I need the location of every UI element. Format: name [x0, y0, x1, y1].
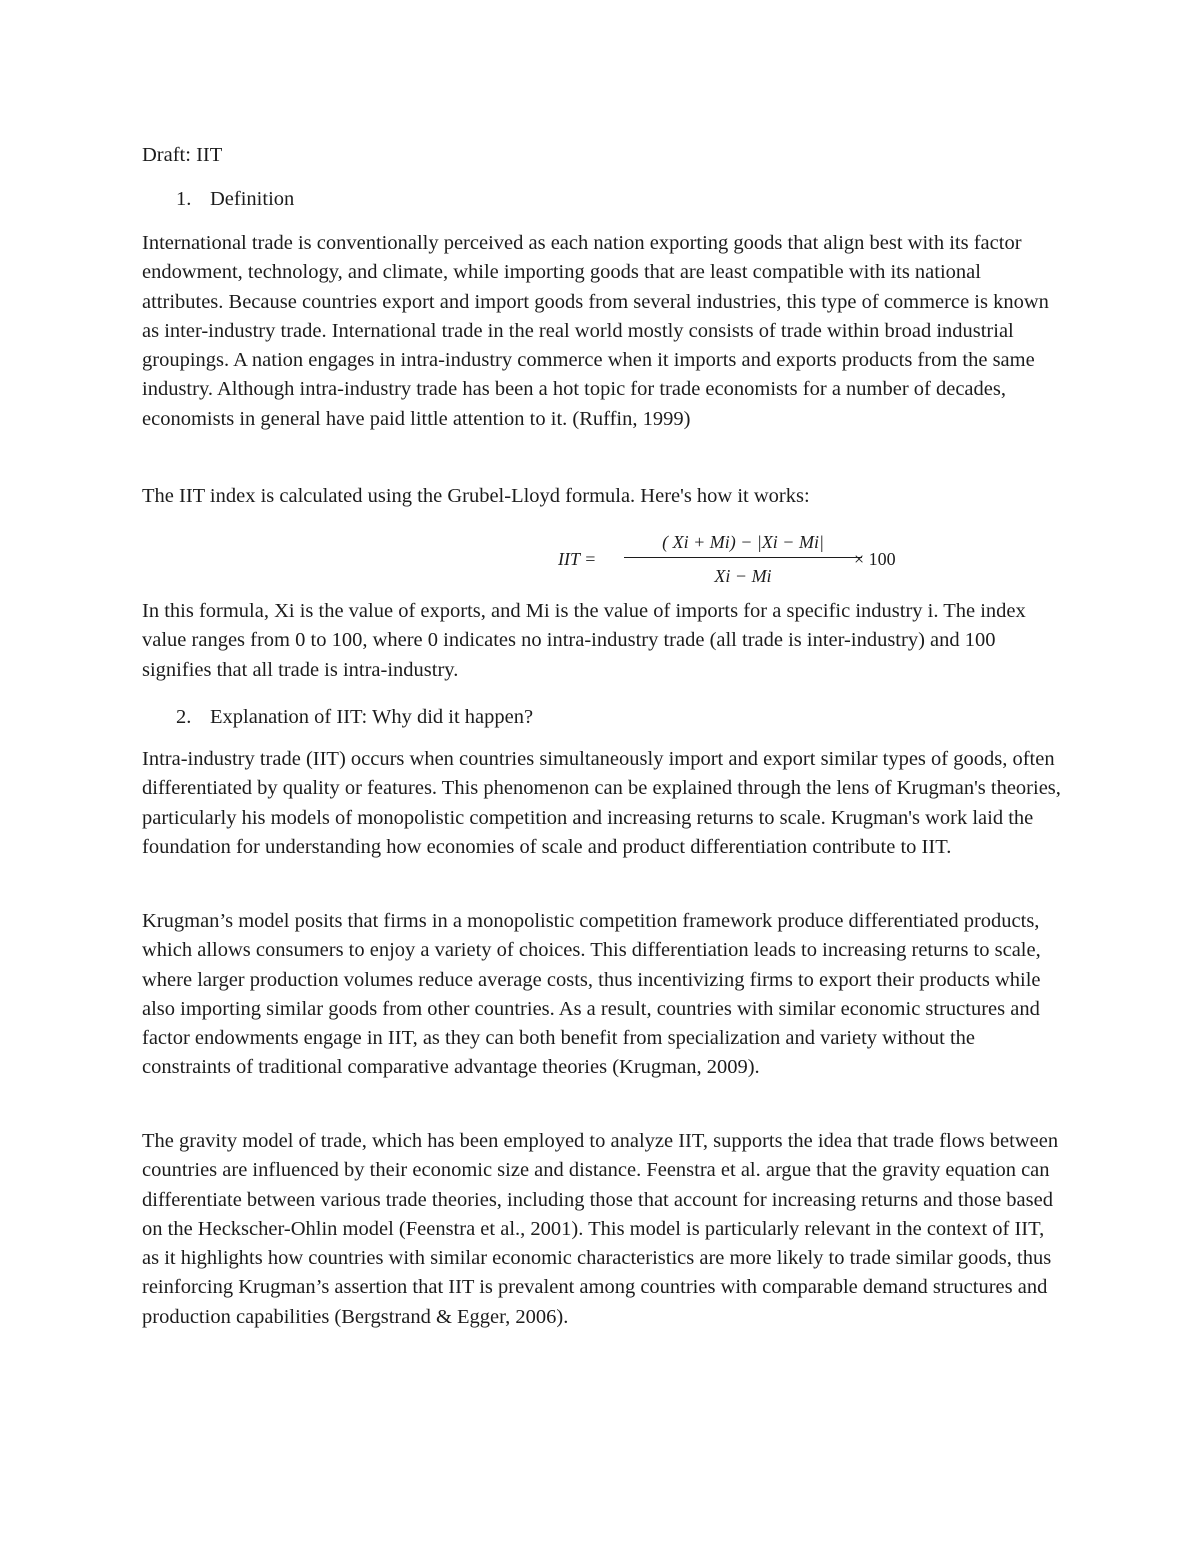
formula-lhs: IIT = [558, 549, 597, 569]
section-1-title: Definition [210, 188, 295, 210]
section-1-number: 1. [176, 188, 192, 210]
section-2-heading [176, 703, 533, 732]
document-title: Draft: IIT [142, 144, 223, 166]
gravity-model-paragraph: The gravity model of trade, which has been employed to analyze IIT, supports the idea that trade flows between countries are influenced by their economic size and distance. Feenstra et al. argue that the gravity equation can differentiate between various trade theories, including those that account for increasing returns and those based on the Heckscher-Ohlin model (Feenstra et al., 2001). This model is particularly relevant in the context of IIT, as it highlights how countries with similar economic characteristics are more likely to trade similar goods, thus reinforcing Krugman’s assertion that IIT is prevalent among countries with comparable demand structures and production capabilities (Bergstrand & Egger, 2006). [142, 1130, 1059, 1328]
definition-paragraph: International trade is conventionally perceived as each nation exporting goods that align best with its factor endowment, technology, and climate, while importing goods that are least compatible with its national attributes. Because countries export and import goods from several industries, this type of commerce is known as inter-industry trade. International trade in the real world mostly consists of trade within broad industrial groupings. A nation engages in intra-industry commerce when it imports and exports products from the same industry. Although intra-industry trade has been a hot topic for trade economists for a number of decades, economists in general have paid little attention to it. (Ruffin, 1999) [142, 232, 1049, 430]
formula-multiplier: × 100 [854, 549, 896, 569]
formula-explanation-paragraph: In this formula, Xi is the value of exports, and Mi is the value of imports for a specific industry i. The index value ranges from 0 to 100, where 0 indicates no intra-industry trade (all trade is inter-industry) and 100 signifies that all trade is intra-industry. [142, 600, 1026, 681]
section-2-number: 2. [176, 706, 192, 728]
formula-intro-paragraph: The IIT index is calculated using the Grubel-Lloyd formula. Here's how it works: [142, 485, 810, 507]
iit-explanation-paragraph: Intra-industry trade (IIT) occurs when countries simultaneously import and export similar types of goods, often differentiated by quality or features. This phenomenon can be explained through the lens of Krugman's theories, particularly his models of monopolistic competition and increasing returns to scale. Krugman's work laid the foundation for understanding how economies of scale and product differentiation contribute to IIT. [142, 748, 1061, 858]
section-2-title: Explanation of IIT: Why did it happen? [210, 706, 534, 728]
fraction-bar [624, 557, 862, 558]
formula-denominator: Xi − Mi [714, 566, 772, 586]
section-1-heading [176, 185, 294, 214]
krugman-model-paragraph: Krugman’s model posits that firms in a monopolistic competition framework produce differentiated products, which allows consumers to enjoy a variety of choices. This differentiation leads to increasing returns to scale, where larger production volumes reduce average costs, thus incentivizing firms to export their products while also importing similar goods from other countries. As a result, countries with similar economic structures and factor endowments engage in IIT, as they can both benefit from specialization and variety without the constraints of traditional comparative advantage theories (Krugman, 2009). [142, 910, 1041, 1079]
formula-numerator: ( Xi + Mi) − |Xi − Mi| [662, 532, 824, 552]
